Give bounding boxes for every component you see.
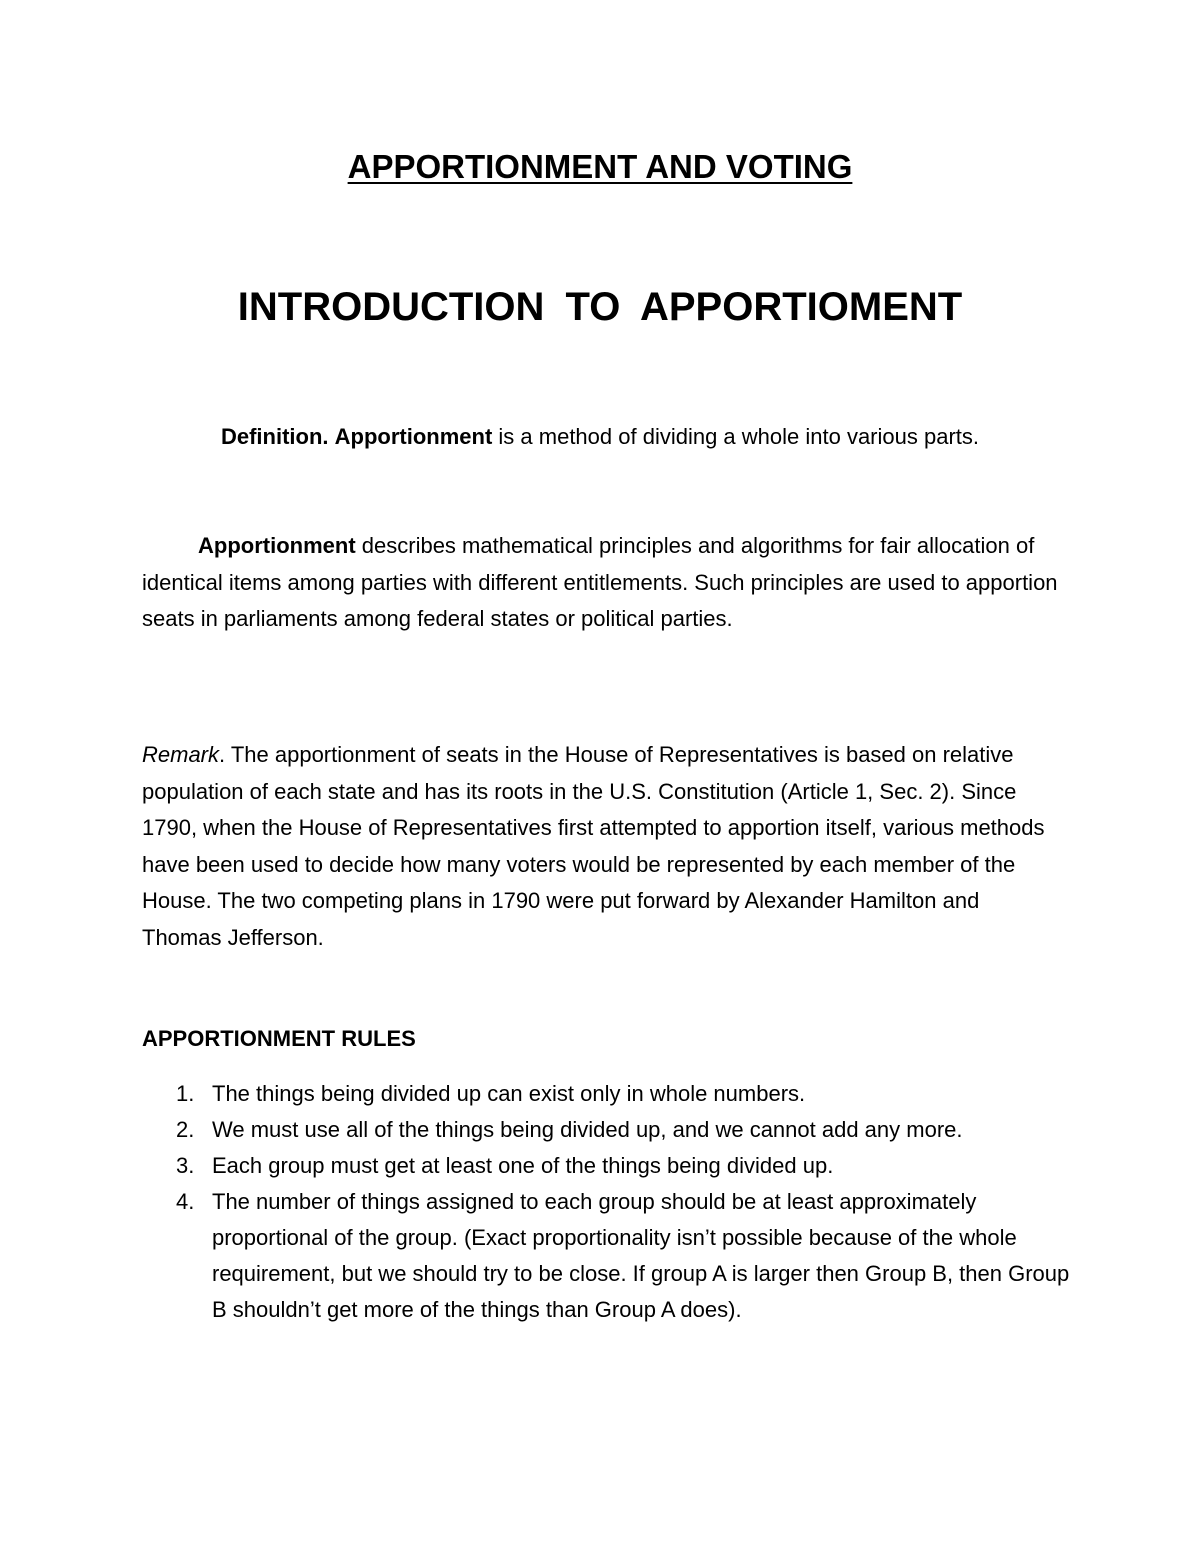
rule-number: 4.: [176, 1189, 195, 1214]
rule-number: 2.: [176, 1117, 195, 1142]
rule-number: 1.: [176, 1081, 195, 1106]
rule-text: Each group must get at least one of the things being divided up.: [212, 1153, 834, 1178]
apportionment-paragraph: [142, 528, 1062, 638]
remark-text: . The apportionment of seats in the House of Representatives is based on relative population of each state and has its roots in the U.S. Constitution (Article 1, Sec. 2). Since 1790, when the House of Representatives first attempted to apportion itself, various methods have been used to decide how many voters would be represented by each member of the House. The two competing plans in 1790 were put forward by Alexander Hamilton and Thomas Jefferson.: [142, 742, 1045, 950]
definition-text: is a method of dividing a whole into various parts.: [492, 424, 980, 449]
paragraph-text: describes mathematical principles and algorithms for fair allocation of identical items among parties with different entitlements. Such principles are used to apportion seats in parliaments among federal states or political parties.: [142, 533, 1058, 631]
rule-text: The number of things assigned to each group should be at least approximately proportional of the group. (Exact proportionality isn’t possible because of the whole requirement, but we should try to be close. If group A is larger then Group B, then Group B shouldn’t get more of the things than Group A does).: [212, 1189, 1070, 1322]
rule-item: [142, 1148, 1072, 1184]
rule-text: The things being divided up can exist only in whole numbers.: [212, 1081, 806, 1106]
rule-item: [142, 1112, 1072, 1148]
rule-text: We must use all of the things being divided up, and we cannot add any more.: [212, 1117, 963, 1142]
definition-label: Definition.: [220, 424, 329, 449]
remark-label: Remark: [142, 742, 220, 767]
rules-list: [142, 1076, 1072, 1328]
section-title: INTRODUCTION TO APPORTIOMENT: [237, 285, 963, 329]
definition-line: [0, 424, 1200, 450]
rule-item: [142, 1076, 1072, 1112]
rule-number: 3.: [176, 1153, 195, 1178]
document-title: APPORTIONMENT AND VOTING: [347, 148, 853, 185]
paragraph-term: Apportionment: [198, 533, 356, 558]
rule-item: [142, 1184, 1072, 1328]
definition-term: Apportionment: [334, 424, 493, 449]
rules-heading: APPORTIONMENT RULES: [142, 1026, 416, 1051]
remark-paragraph: [142, 737, 1062, 956]
